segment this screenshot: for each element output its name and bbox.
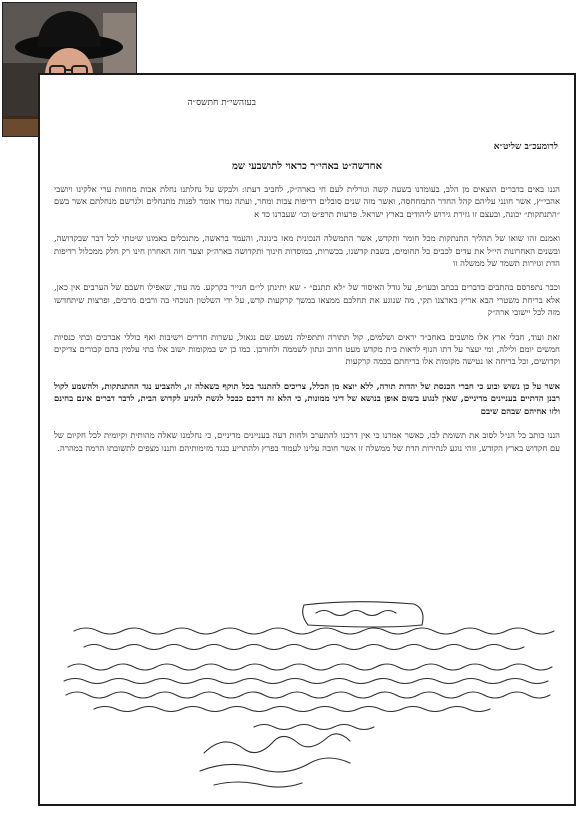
letter-paragraph-emphasis: אשר על כן נשוש ובוע כי חברי הכנסת של יהדות תורה, ללא יוצא מן הכלל, צריכים להתנגד בכל תוקף בשאלה זו, ולהצביע נגד ההתנתקות, ולהשמע לקול רבנן הדתיים בעניינים מדיניים, שאין לנגוע בשום אופן בנושא של דיני ממונות, כי הלא זה דרכם כבכל לגשת להגיע לקדוש הבית, לדבר דברים אינם בחינם ולזו אחיהם שבהם שיבם	[54, 380, 560, 416]
letter-date: בעזהשי״ת חתשס״ה	[187, 98, 256, 108]
letter-page	[38, 73, 576, 806]
letter-paragraph: וכבר נתפרסם בהתבים בדברים בכתב ובעו״פ, על גודל האיסור של ״לא תתנם״ - שא יתינתן לי״ם חנייר בקרקע. מה עוד, שאפילו חשבם של הערבים אין כאן, אלא בריחת משטרי הבא אריץ בארצנו תקי, מה שנוגע את תחלכם ממצאו במשך קרקעות קדש, על ידי השלטון הנוכחי בה ורבים מרבים, ופרצות שיתחדשו מזה לכל יישובי ארה״ק	[54, 282, 560, 318]
letter-heading: אחדשה״ט באהי״ר כראוי לתושבעי שמ	[232, 161, 382, 172]
handwritten-signatures	[54, 595, 560, 795]
handwriting-scribble	[54, 595, 560, 795]
letter-paragraph: הננו באים בדברים הוצאים מן הלב, בעומדנו בשעה קשה וגורלית לעם חי בארה״ק, לחביב דעתו: ולבקש על נחלתנו נחלת אבות מחוזות ערי אלקינו ויושבי אהבי״ץ, אשר חונני עליהם קהל החדר התמחחסה, ואשר מזה שנים סובלים רדיפות צבות ומחר, ועתה גמרו אומר לפנות מתנחלים ולגרשם מנחלתם אשר בשם ״התנתקות״ יכונה, ובעצם זו גזירת גירוש ליהודים בארץ ישראל. פרעות תרפ״ט וכו׳ שעברנו כד א	[54, 184, 560, 219]
letter-paragraph: ואמנם זהו שואו של תהליך התנתקות מכל חומר ותקדש, אשר התמשלה הנכונית מאז כינונה, והעמד בראשה, מתנכלים באמונו שיטתי לכל דבר שבקדושה, ובשנים האחרונות הי״ל את עדים לכבים כל תחומים, בשבת קדשנו, בכשרות, במוסדות חינוך ותקדושה בארה״ק וצעד חזה האחרון חינו רק חלק ממכלול רדיפות הדת וגזירות תשמד של ממשלה זו	[54, 233, 560, 269]
letter-salutation: לרומעכ״ב שליט״א	[493, 142, 558, 152]
letter-body	[54, 183, 560, 466]
letter-paragraph: זאת ועוד, חבלי ארץ אלו מושבים באחב״ד יראים ושלמים, קול תתורה ותתפילה נשמע שם נגאול, עשרות חדרים וישיבות ואף כוללי אברכים ובתי כנסיות חמשים יומם ולילה, ומי יעצר על דתו הנוף לראות בית מקדש מעט חרוב ונתון לשממה ולחורבן. כמו כן יש במקומות ישוב אלו בתי עלמין בהם קבורים צדיקים וקדושים, וכל בריחה או נטישה מקומות אלו בריחתם בכמה קרקעות	[54, 331, 560, 367]
letter-paragraph: הננו כותב כל הנ״ל לסוב את תשומת לבו, כאשר אמרנו כי אין דרכנו להתערב ולחות דעה בעניינים מדיניים, כי נחלמנו שאלה מהותית וקיומית לכל חקיום של עם חקדוש בארץ הקודש, זוהי נוגע לנהירות הדת של ממשלה זו אשר חובה עלינו לעמוד בפרץ ולהתריע כנגד מזימותיהם ותננו מצפים לתשובתו הרמה במהרה.	[54, 430, 560, 453]
